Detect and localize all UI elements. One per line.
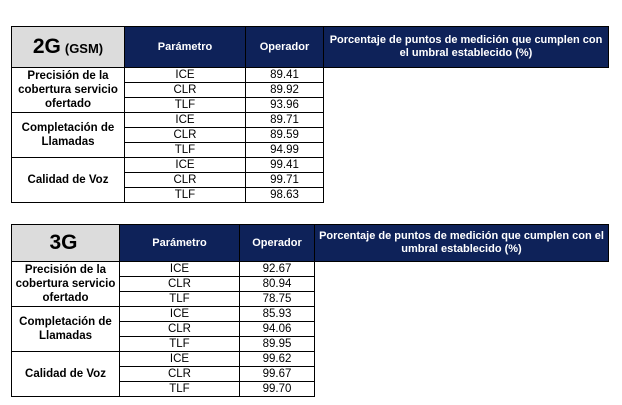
- operator-cell: ICE: [120, 262, 240, 277]
- operator-cell: CLR: [120, 277, 240, 292]
- tech-label: 3G: [49, 231, 78, 254]
- value-cell: 78.75: [240, 292, 315, 307]
- value-cell: 94.99: [246, 143, 324, 158]
- value-cell: 99.41: [246, 158, 324, 173]
- parameter-cell: Calidad de Voz: [12, 352, 120, 397]
- parameter-cell: Completación de Llamadas: [12, 307, 120, 352]
- operator-cell: TLF: [120, 337, 240, 352]
- header-porcentaje: Porcentaje de puntos de medición que cumplen con el umbral establecido (%): [315, 225, 609, 262]
- header-parametro: Parámetro: [125, 27, 246, 68]
- operator-cell: TLF: [125, 143, 246, 158]
- table-3g: [11, 224, 609, 397]
- header-parametro: Parámetro: [120, 225, 240, 262]
- table-2g: [11, 26, 609, 203]
- value-cell: 99.62: [240, 352, 315, 367]
- table-row: [12, 113, 609, 128]
- operator-cell: CLR: [125, 173, 246, 188]
- value-cell: 89.41: [246, 68, 324, 83]
- header-row: [12, 225, 609, 262]
- header-operador: Operador: [240, 225, 315, 262]
- value-cell: 89.95: [240, 337, 315, 352]
- tech-sub-label: (GSM): [64, 41, 104, 56]
- operator-cell: TLF: [125, 98, 246, 113]
- operator-cell: ICE: [120, 307, 240, 322]
- value-cell: 89.59: [246, 128, 324, 143]
- operator-cell: TLF: [120, 292, 240, 307]
- operator-cell: TLF: [120, 382, 240, 397]
- operator-cell: CLR: [125, 128, 246, 143]
- value-cell: 99.71: [246, 173, 324, 188]
- value-cell: 92.67: [240, 262, 315, 277]
- tech-label: 2G: [32, 35, 61, 58]
- value-cell: 89.71: [246, 113, 324, 128]
- operator-cell: ICE: [125, 158, 246, 173]
- parameter-cell: Precisión de la cobertura servicio ofertado: [12, 262, 120, 307]
- operator-cell: CLR: [120, 367, 240, 382]
- value-cell: 99.67: [240, 367, 315, 382]
- parameter-cell: Calidad de Voz: [12, 158, 125, 203]
- operator-cell: ICE: [125, 113, 246, 128]
- parameter-cell: Precisión de la cobertura servicio ofertado: [12, 68, 125, 113]
- tech-cell: [12, 225, 120, 262]
- table-row: [12, 68, 609, 83]
- value-cell: 80.94: [240, 277, 315, 292]
- operator-cell: TLF: [125, 188, 246, 203]
- operator-cell: ICE: [125, 68, 246, 83]
- header-operador: Operador: [246, 27, 324, 68]
- header-row: [12, 27, 609, 68]
- value-cell: 85.93: [240, 307, 315, 322]
- operator-cell: CLR: [125, 83, 246, 98]
- parameter-cell: Completación de Llamadas: [12, 113, 125, 158]
- value-cell: 99.70: [240, 382, 315, 397]
- tech-cell: [12, 27, 125, 68]
- table-row: [12, 262, 609, 277]
- header-porcentaje: Porcentaje de puntos de medición que cumplen con el umbral establecido (%): [324, 27, 609, 68]
- table-row: [12, 158, 609, 173]
- operator-cell: ICE: [120, 352, 240, 367]
- table-row: [12, 352, 609, 367]
- operator-cell: CLR: [120, 322, 240, 337]
- table-row: [12, 307, 609, 322]
- value-cell: 89.92: [246, 83, 324, 98]
- value-cell: 93.96: [246, 98, 324, 113]
- value-cell: 94.06: [240, 322, 315, 337]
- value-cell: 98.63: [246, 188, 324, 203]
